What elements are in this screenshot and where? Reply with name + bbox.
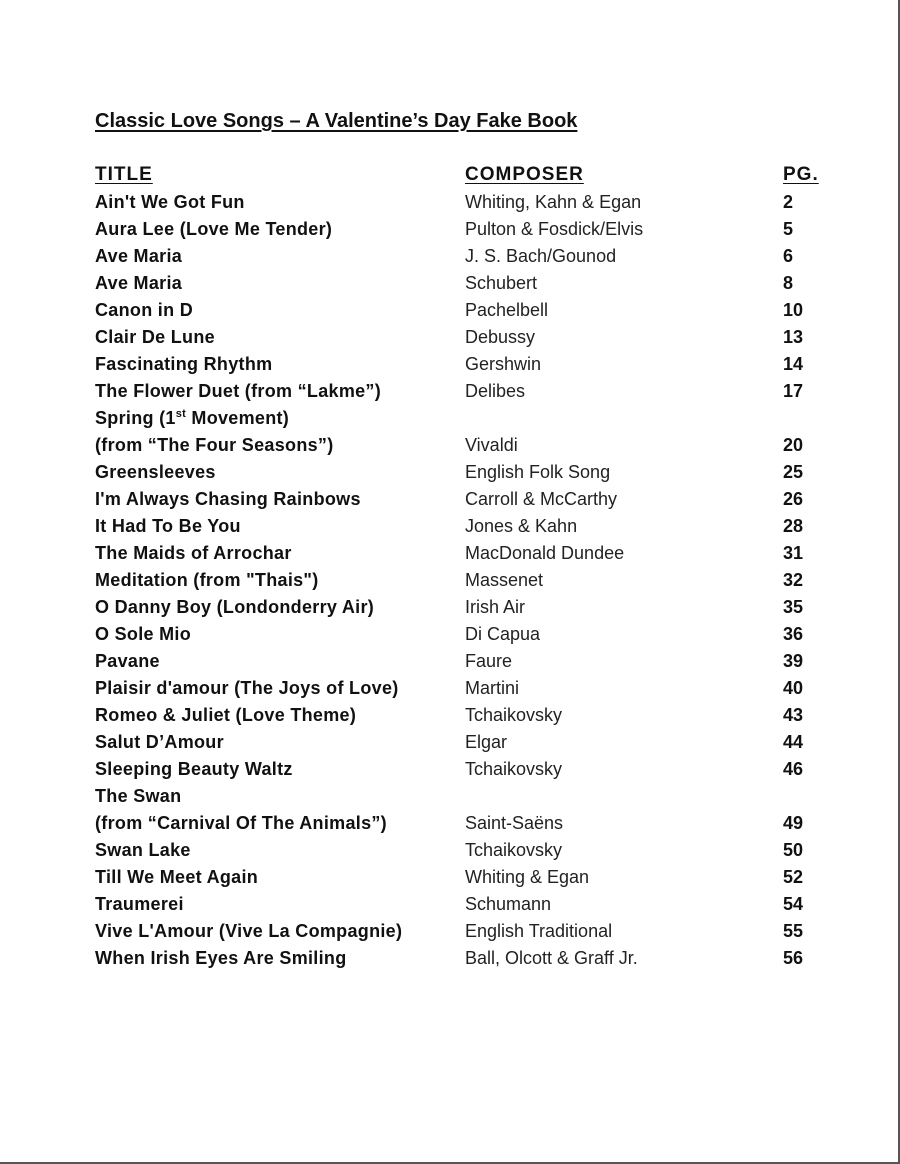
- song-composer: Jones & Kahn: [465, 516, 578, 536]
- song-composer: Schumann: [465, 894, 552, 914]
- table-row: [95, 543, 835, 570]
- song-title: The Maids of Arrochar: [95, 543, 292, 563]
- song-page: 31: [783, 543, 804, 563]
- song-composer: Debussy: [465, 327, 536, 347]
- song-composer: Pachelbell: [465, 300, 549, 320]
- song-composer: Irish Air: [465, 597, 526, 617]
- song-title: Ain't We Got Fun: [95, 192, 245, 212]
- song-page: 56: [783, 948, 804, 968]
- table-row: [95, 732, 835, 759]
- song-composer: Schubert: [465, 273, 538, 293]
- table-row: [95, 354, 835, 381]
- song-title: Clair De Lune: [95, 327, 215, 347]
- song-page: 2: [783, 192, 794, 212]
- song-composer: Gershwin: [465, 354, 542, 374]
- song-composer: Massenet: [465, 570, 544, 590]
- song-title: Canon in D: [95, 300, 193, 320]
- table-row: [95, 678, 835, 705]
- song-title: Ave Maria: [95, 246, 183, 266]
- song-composer: Martini: [465, 678, 520, 698]
- song-title: Swan Lake: [95, 840, 191, 860]
- song-composer: Carroll & McCarthy: [465, 489, 618, 509]
- table-row: [95, 300, 835, 327]
- song-title: The Swan: [95, 786, 182, 806]
- song-page: 5: [783, 219, 794, 239]
- song-title: Aura Lee (Love Me Tender): [95, 219, 333, 239]
- table-row: [95, 840, 835, 867]
- table-row: [95, 921, 835, 948]
- song-composer: Vivaldi: [465, 435, 518, 455]
- song-composer: Delibes: [465, 381, 526, 401]
- song-title: Romeo & Juliet (Love Theme): [95, 705, 357, 725]
- table-row: [95, 219, 835, 246]
- song-composer: Tchaikovsky: [465, 759, 563, 779]
- song-title: Spring (1st Movement): [95, 408, 290, 428]
- song-composer: Tchaikovsky: [465, 840, 563, 860]
- song-page: 55: [783, 921, 804, 941]
- song-page: 44: [783, 732, 804, 752]
- table-row: [95, 867, 835, 894]
- song-composer: MacDonald Dundee: [465, 543, 625, 563]
- header-title: TITLE: [95, 164, 153, 185]
- song-page: 46: [783, 759, 804, 779]
- document-title: Classic Love Songs – A Valentine’s Day Fake Book: [95, 110, 578, 132]
- song-page: 54: [783, 894, 804, 914]
- song-page: 32: [783, 570, 804, 590]
- song-title: Sleeping Beauty Waltz: [95, 759, 293, 779]
- table-row: [95, 246, 835, 273]
- song-page: 26: [783, 489, 804, 509]
- song-title: O Sole Mio: [95, 624, 192, 644]
- song-page: 10: [783, 300, 804, 320]
- song-title: It Had To Be You: [95, 516, 241, 536]
- table-row: [95, 192, 835, 219]
- song-page: 13: [783, 327, 804, 347]
- header-page: PG.: [783, 164, 819, 185]
- table-row: [95, 408, 835, 435]
- song-title: Salut D’Amour: [95, 732, 224, 752]
- song-page: 28: [783, 516, 804, 536]
- table-row: [95, 327, 835, 354]
- table-row: [95, 624, 835, 651]
- song-page: 8: [783, 273, 794, 293]
- song-title: (from “Carnival Of The Animals”): [95, 813, 387, 833]
- table-row: [95, 273, 835, 300]
- table-row: [95, 597, 835, 624]
- table-row: [95, 813, 835, 840]
- table-row: [95, 462, 835, 489]
- song-page: 52: [783, 867, 804, 887]
- song-composer: Pulton & Fosdick/Elvis: [465, 219, 644, 239]
- song-title: Pavane: [95, 651, 160, 671]
- song-page: 25: [783, 462, 804, 482]
- song-title: Greensleeves: [95, 462, 216, 482]
- table-row: [95, 948, 835, 975]
- song-composer: Whiting & Egan: [465, 867, 590, 887]
- song-title: Till We Meet Again: [95, 867, 259, 887]
- song-title: Traumerei: [95, 894, 184, 914]
- table-header: [95, 164, 835, 191]
- song-page: 43: [783, 705, 804, 725]
- table-row: [95, 435, 835, 462]
- song-page: 20: [783, 435, 804, 455]
- song-title: Vive L'Amour (Vive La Compagnie): [95, 921, 403, 941]
- song-composer: Faure: [465, 651, 513, 671]
- song-composer: Tchaikovsky: [465, 705, 563, 725]
- song-page: 49: [783, 813, 804, 833]
- table-row: [95, 759, 835, 786]
- song-composer: J. S. Bach/Gounod: [465, 246, 617, 266]
- song-page: 17: [783, 381, 804, 401]
- song-composer: English Traditional: [465, 921, 613, 941]
- song-title: Plaisir d'amour (The Joys of Love): [95, 678, 399, 698]
- song-title: O Danny Boy (Londonderry Air): [95, 597, 375, 617]
- song-page: 50: [783, 840, 804, 860]
- song-title: The Flower Duet (from “Lakme”): [95, 381, 382, 401]
- song-title: Ave Maria: [95, 273, 183, 293]
- song-title: (from “The Four Seasons”): [95, 435, 334, 455]
- table-row: [95, 705, 835, 732]
- song-composer: Whiting, Kahn & Egan: [465, 192, 642, 212]
- song-page: 36: [783, 624, 804, 644]
- table-row: [95, 516, 835, 543]
- table-row: [95, 381, 835, 408]
- song-composer: Saint-Saëns: [465, 813, 564, 833]
- song-title: Meditation (from "Thais"): [95, 570, 319, 590]
- song-composer: Di Capua: [465, 624, 541, 644]
- table-row: [95, 651, 835, 678]
- table-row: [95, 489, 835, 516]
- table-row: [95, 894, 835, 921]
- table-row: [95, 570, 835, 597]
- song-page: 35: [783, 597, 804, 617]
- song-composer: English Folk Song: [465, 462, 611, 482]
- song-title: When Irish Eyes Are Smiling: [95, 948, 347, 968]
- song-page: 40: [783, 678, 804, 698]
- table-row: [95, 786, 835, 813]
- song-composer: Elgar: [465, 732, 508, 752]
- song-composer: Ball, Olcott & Graff Jr.: [465, 948, 638, 968]
- song-page: 6: [783, 246, 794, 266]
- header-composer: COMPOSER: [465, 164, 584, 185]
- song-page: 14: [783, 354, 804, 374]
- song-title: Fascinating Rhythm: [95, 354, 273, 374]
- song-page: 39: [783, 651, 804, 671]
- song-title: I'm Always Chasing Rainbows: [95, 489, 361, 509]
